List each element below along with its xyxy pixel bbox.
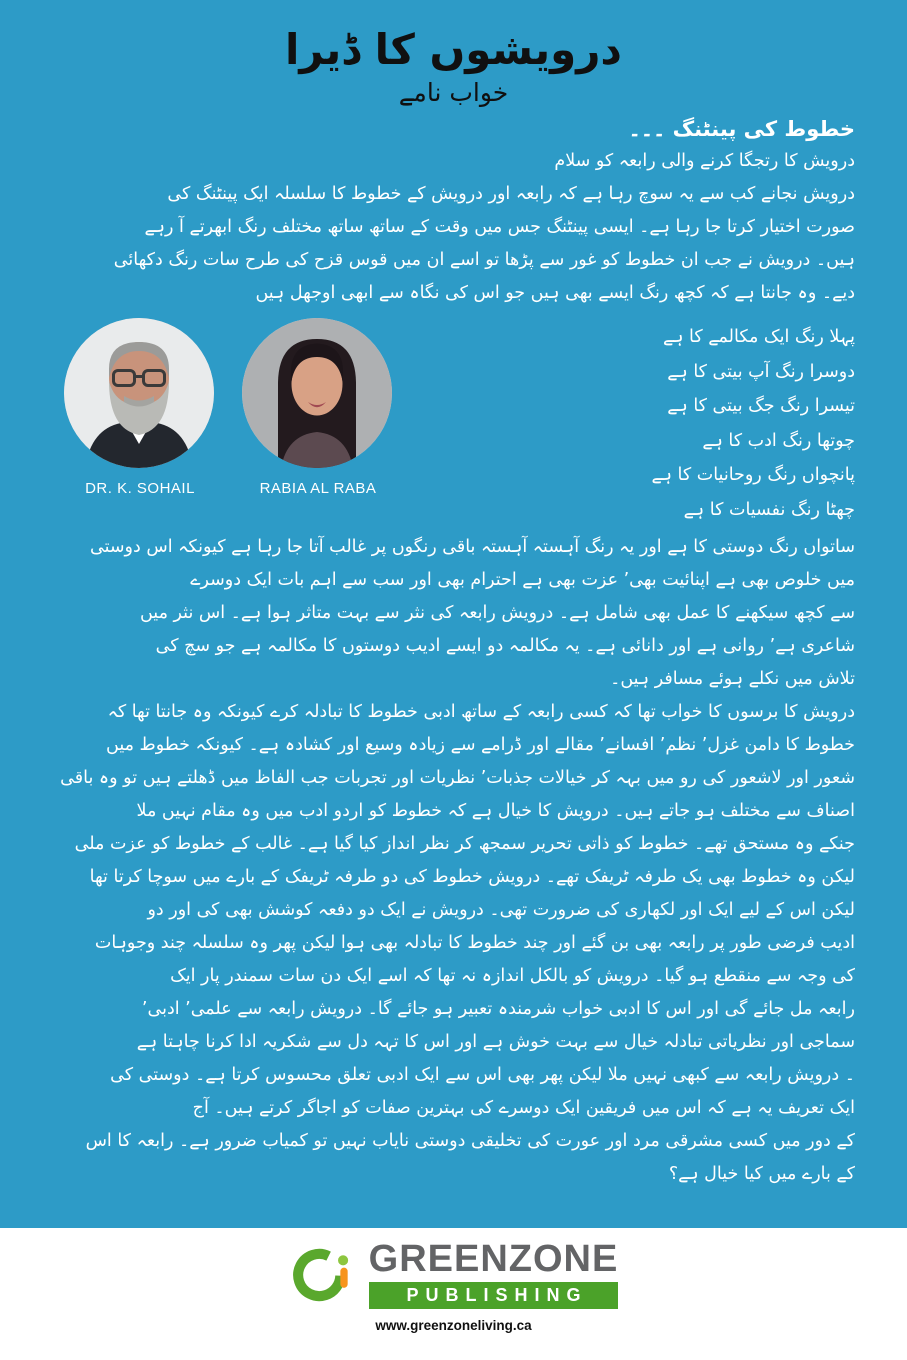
text-line: ادیب فرضی طور پر رابعہ بھی بن گئے اور چند خطوط کا تبادلہ بھی ہوا لیکن پھر وہ سلسلہ چند وجوہات (94, 933, 855, 954)
text-line: چھٹا رنگ نفسیات کا ہے (683, 499, 855, 520)
text-line: درویش کا رتجگا کرنے والی رابعہ کو سلام (554, 151, 855, 172)
photo-rabia-al-raba (242, 318, 392, 468)
text-line: ہیں۔ درویش نے جب ان خطوط کو غور سے پڑھا تو اسے ان میں قوس قزح کی طرح سات رنگ دکھائی (113, 250, 855, 271)
text-line: درویش نجانے کب سے یہ سوچ رہا ہے کہ رابعہ اور درویش کے خطوط کا سلسلہ ایک پینٹنگ کی (167, 184, 855, 205)
text-line: سماجی اور نظریاتی تبادلہ خیال سے بہت خوش ہے اور اس کا تہہ دل سے شکریہ ادا کرنا چاہتا ہے (136, 1032, 855, 1053)
text-line: دیے۔ وہ جانتا ہے کہ کچھ رنگ ایسے بھی ہیں جو اس کی نگاہ سے ابھی اوجھل ہیں (255, 283, 855, 304)
text-line: تلاش میں نکلے ہوئے مسافر ہیں۔ (610, 669, 855, 690)
author-rabia-al-raba (242, 318, 394, 497)
text-line: ۔ درویش رابعہ سے کبھی نہیں ملا لیکن پھر بھی اس سے ایک ادبی تعلق محسوس کرتا ہے۔ دوستی کی (110, 1065, 855, 1086)
text-line: ساتواں رنگ دوستی کا ہے اور یہ رنگ آہستہ آہستہ باقی رنگوں پر غالب آتا جا رہا ہے کیونکہ اس دوستی (90, 537, 855, 558)
text-line: اصناف سے مختلف ہو جاتے ہیں۔ درویش کا خیال ہے کہ خطوط کو اردو ادب میں وہ مقام نہیں ملا (136, 801, 855, 822)
text-line: کے دور میں کسی مشرقی مرد اور عورت کی تخلیقی دوستی نایاب نہیں تو کمیاب ضرور ہے۔ رابعہ کا اس (85, 1131, 855, 1152)
publisher-name: GREENZONE (368, 1238, 619, 1280)
text-line: شاعری ہے’ روانی ہے اور دانائی ہے۔ یہ مکالمہ دو ایسے ادیب دوستوں کا مکالمہ ہے جو سچ کی (155, 636, 855, 657)
portrait-woman-icon (242, 318, 392, 468)
authors-section (52, 318, 855, 527)
text-line: تیسرا رنگ جگ بیتی کا ہے (667, 396, 855, 417)
text-line: درویش کا برسوں کا خواب تھا کہ کسی رابعہ کے ساتھ ادبی خطوط کا تبادلہ کرے کیونکہ وہ جانتا تھا کہ (107, 702, 855, 723)
text-line: خطوط کا دامن غزل’ نظم’ افسانے’ مقالے اور ڈرامے سے زیادہ وسیع اور کشادہ ہے۔ کیونکہ خطوط میں (106, 735, 855, 756)
greenzone-logo-icon (289, 1242, 355, 1308)
section-heading: خطوط کی پینٹنگ ۔۔۔ (628, 117, 855, 142)
publisher-url: www.greenzoneliving.ca (375, 1318, 532, 1333)
photo-label-dr-k-sohail: DR. K. SOHAIL (85, 480, 195, 498)
text-line: ایک تعریف یہ ہے کہ اس میں فریقین ایک دوسرے کی بہترین صفات کو اجاگر کرتے ہیں۔ آج (192, 1098, 855, 1119)
photo-label-rabia-al-raba: RABIA AL RABA (259, 480, 377, 498)
paragraph-intro (52, 145, 855, 310)
text-line: سے کچھ سیکھنے کا عمل بھی شامل ہے۔ درویش رابعہ کی نثر سے بہت متاثر ہوا ہے۔ اس نثر میں (139, 603, 855, 624)
text-line: میں خلوص بھی ہے اپنائیت بھی’ عزت بھی ہے احترام بھی اور سب سے اہم بات ایک دوسرے (190, 570, 855, 591)
paragraph-friendship (52, 531, 855, 696)
text-line: لیکن اس کے لیے ایک اور لکھاری کی ضرورت تھی۔ درویش نے ایک دو دفعہ کوشش بھی کی اور دو (147, 900, 855, 921)
author-dr-k-sohail (64, 318, 216, 497)
text-line: رابعہ مل جائے گی اور اس کا ادبی خواب شرمندہ تعبیر ہو جائے گا۔ درویش رابعہ سے علمی’ ادبی’ (141, 999, 855, 1020)
book-subtitle: خواب نامے (398, 78, 509, 108)
text-line: لیکن وہ خطوط بھی یک طرفہ ٹریفک تھے۔ درویش خطوط کی دو طرفہ ٹریفک کے بارے میں سوچا کرتا تھا (89, 867, 855, 888)
text-line: چوتھا رنگ ادب کا ہے (702, 430, 855, 451)
text-line: کے بارے میں کیا خیال ہے؟ (668, 1164, 855, 1185)
text-line: پانچواں رنگ روحانیات کا ہے (651, 465, 855, 486)
author-photos (52, 318, 394, 497)
text-line: صورت اختیار کرتا جا رہا ہے۔ ایسی پینٹنگ جس میں وقت کے ساتھ ساتھ مختلف رنگ ابھرتے آ رہے (144, 217, 855, 238)
publisher-tagline: PUBLISHING (369, 1282, 619, 1309)
text-line: جنکے وہ مستحق تھے۔ خطوط کو ذاتی تحریر سمجھ کر نظر انداز کیا گیا ہے۔ غالب کے خطوط کو عزت ملی (74, 834, 855, 855)
text-line: پہلا رنگ ایک مکالمے کا ہے (662, 327, 855, 348)
publisher-logo (0, 1240, 907, 1309)
publisher-footer (0, 1228, 907, 1360)
rainbow-color-lines (394, 318, 855, 527)
paragraph-letters (52, 696, 855, 1191)
book-title: درویشوں کا ڈیرا (285, 25, 622, 74)
text-line: کی وجہ سے منقطع ہو گیا۔ درویش کو بالکل اندازہ نہ تھا کہ اسے ایک دن سات سمندر پار ایک (170, 966, 855, 987)
text-line: دوسرا رنگ آپ بیتی کا ہے (667, 361, 855, 382)
publisher-wordmark (369, 1240, 619, 1309)
photo-dr-k-sohail (64, 318, 214, 468)
portrait-man-icon (64, 318, 214, 468)
text-line: شعور اور لاشعور کی رو میں بہہ کر خیالات جذبات’ نظریات اور تجربات جب الفاظ میں ڈھلتے ہیں تو وہ باقی (60, 768, 855, 789)
